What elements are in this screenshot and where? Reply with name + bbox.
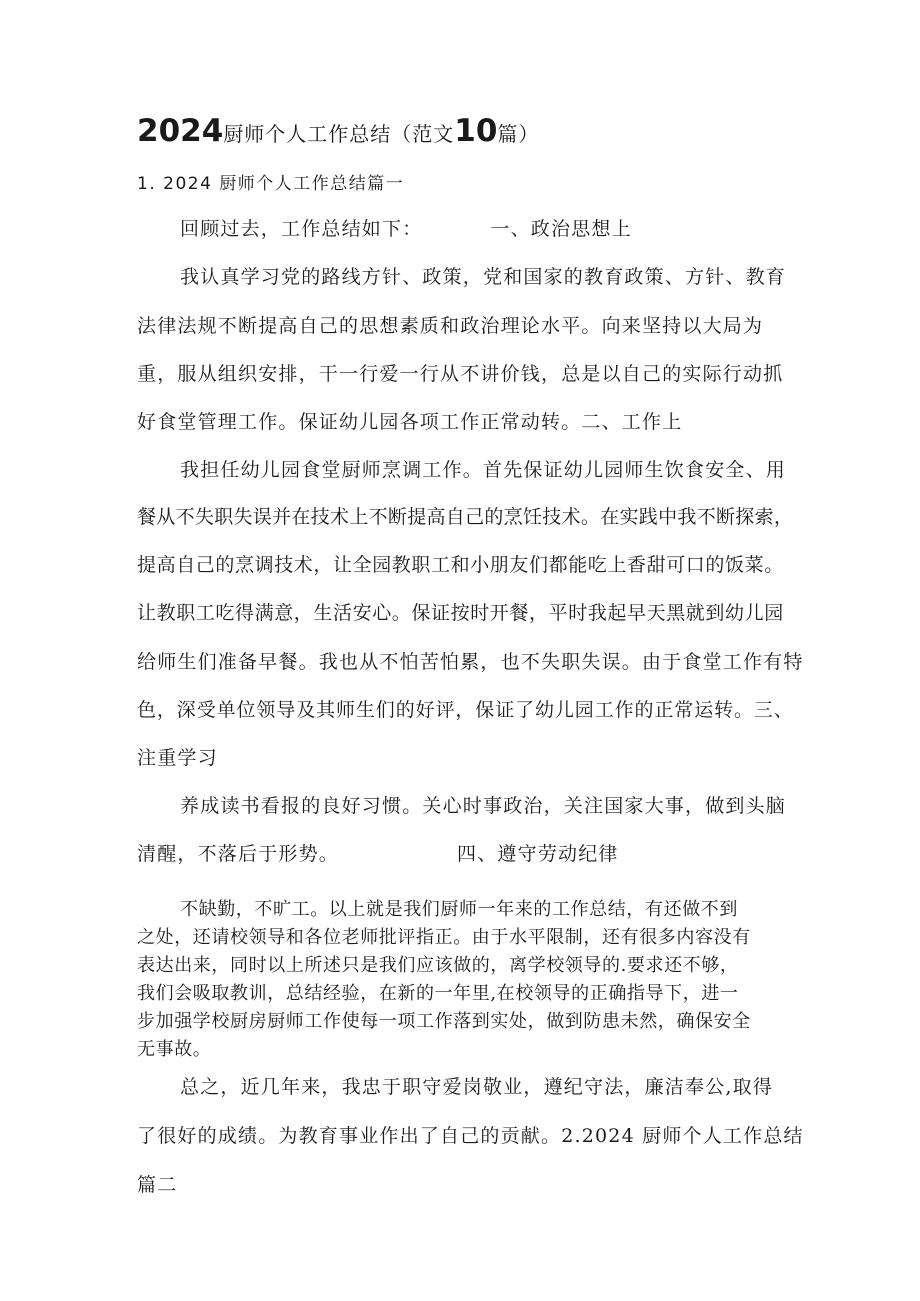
paragraph-line: 让教职工吃得满意，生活安心。保证按时开餐，平时我起早天黑就到幼儿园 xyxy=(137,602,784,624)
paragraph-line: 我担任幼儿园食堂厨师烹调工作。首先保证幼儿园师生饮食安全、用 xyxy=(180,459,787,481)
title-number: 10 xyxy=(454,113,498,149)
paragraph-line: 我们会吸取教训，总结经验，在新的一年里,在校领导的正确指导下，进一 xyxy=(137,983,739,1004)
paragraph-line: 给师生们准备早餐。我也从不怕苦怕累，也不失职失误。由于食堂工作有特 xyxy=(137,651,804,673)
paragraph-line: 步加强学校厨房厨师工作使每一项工作落到实处，做到防患未然，确保安全 xyxy=(137,1011,751,1032)
paragraph-line: 提高自己的烹调技术，让全园教职工和小朋友们都能吃上香甜可口的饭菜。 xyxy=(137,554,784,576)
intro-text: 回顾过去，工作总结如下： xyxy=(180,218,423,240)
paragraph-line: 养成读书看报的良好习惯。关心时事政治，关注国家大事，做到头脑 xyxy=(180,795,787,817)
paragraph-line: 我认真学习党的路线方针、政策，党和国家的教育政策、方针、教育 xyxy=(180,266,787,288)
paragraph-line: 法律法规不断提高自己的思想素质和政治理论水平。向来坚持以大局为 xyxy=(137,315,764,337)
paragraph-line: 了很好的成绩。为教育事业作出了自己的贡献。2.2024 厨师个人工作总结 xyxy=(137,1125,804,1147)
document-title xyxy=(137,111,539,154)
title-text: 厨师个人工作总结（范文 xyxy=(223,122,455,146)
paragraph-line: 色，深受单位领导及其师生们的好评，保证了幼儿园工作的正常运转。三、 xyxy=(137,699,794,721)
title-year: 2024 xyxy=(137,113,224,149)
paragraph-line xyxy=(137,842,619,866)
paragraph-line: 总之，近几年来，我忠于职守爱岗敬业，遵纪守法，廉洁奉公,取得 xyxy=(180,1076,774,1098)
title-suffix: 篇） xyxy=(497,122,540,146)
paragraph-line: 好食堂管理工作。保证幼儿园各项工作正常动转。二、工作上 xyxy=(137,411,683,433)
paragraph-line: 餐从不失职失误并在技术上不断提高自己的烹饪技术。在实践中我不断探索， xyxy=(137,506,794,528)
paragraph-line: 重，服从组织安排，干一行爱一行从不讲价钱，总是以自己的实际行动抓 xyxy=(137,363,784,385)
paragraph-line: 注重学习 xyxy=(137,747,218,769)
paragraph-line: 篇二 xyxy=(137,1174,178,1196)
intro-line xyxy=(180,217,632,241)
paragraph-text: 清醒，不落后于形势。 xyxy=(137,843,340,865)
heading-discipline: 四、遵守劳动纪律 xyxy=(457,843,619,865)
paragraph-line: 之处，还请校领导和各位老师批评指正。由于水平限制，还有很多内容没有 xyxy=(137,927,751,948)
section-heading: 1. 2024 厨师个人工作总结篇一 xyxy=(137,174,405,194)
paragraph-line: 无事故。 xyxy=(137,1039,212,1060)
paragraph-line: 表达出来，同时以上所述只是我们应该做的，离学校领导的.要求还不够， xyxy=(137,955,739,976)
heading-politics: 一、政治思想上 xyxy=(490,218,632,240)
paragraph-line: 不缺勤，不旷工。以上就是我们厨师一年来的工作总结，有还做不到 xyxy=(180,899,738,920)
